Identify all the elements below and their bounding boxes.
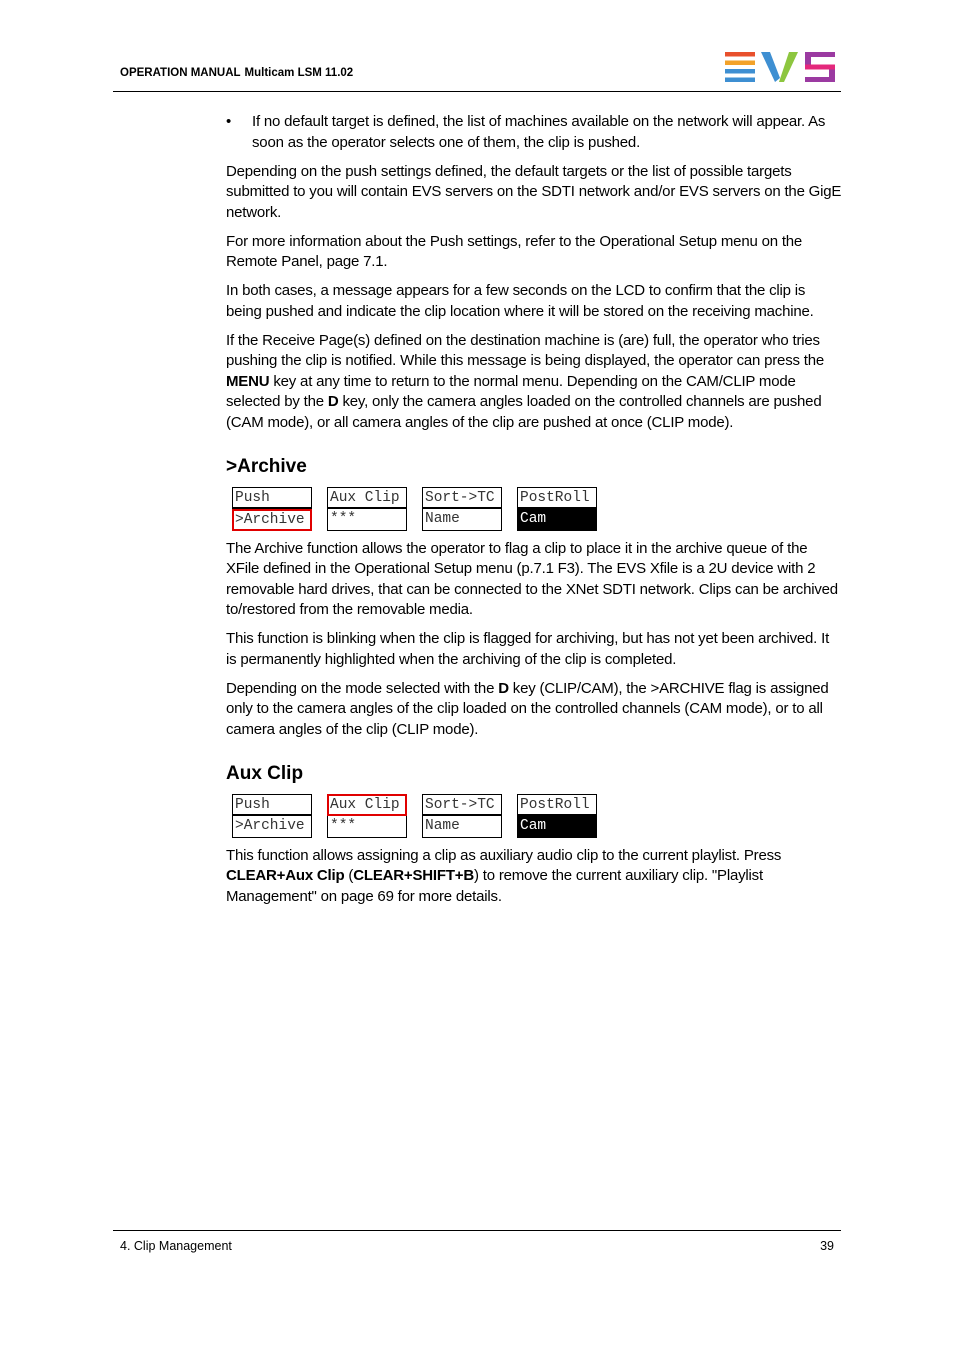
logo-s-accent <box>805 65 835 70</box>
lcd-column-4 <box>517 487 597 531</box>
lcd-stars[interactable]: *** <box>327 509 407 531</box>
lcd-push[interactable]: Push <box>232 794 312 816</box>
manual-title: OPERATION MANUAL <box>120 67 241 79</box>
paragraph-lcd-message: In both cases, a message appears for a few seconds on the LCD to confirm that the clip is being pushed and indicate the clip location where it will be stored on the receiving machine. <box>226 282 814 320</box>
lcd-archive-highlighted[interactable]: >Archive <box>232 509 312 531</box>
page-number: 39 <box>820 1239 834 1253</box>
logo-e-bar-2 <box>725 61 755 66</box>
clear-aux-clip-keys: CLEAR+Aux Clip <box>226 867 345 884</box>
logo-e-bar-4 <box>725 78 755 83</box>
bullet-text: If no default target is defined, the list of machines available on the network will appear. As soon as the operator selects one of them, the clip is pushed. <box>252 113 826 151</box>
lcd-column-1 <box>232 794 312 838</box>
logo-v-right <box>779 52 798 82</box>
aux-clip-heading: Aux Clip <box>226 763 304 784</box>
lcd-column-2 <box>327 794 407 838</box>
paragraph-archive-function: The Archive function allows the operator to flag a clip to place it in the archive queue of the XFile defined in the Operational Setup menu (p.7.1 F3). The EVS Xfile is a 2U device with 2 removable hard drives, that can be connected to the XNet SDTI network. Clips can be archived to/restored from the removable media. <box>226 539 838 618</box>
lcd-postroll[interactable]: PostRoll <box>517 487 597 509</box>
evs-logo <box>725 52 835 82</box>
manual-subtitle: Multicam LSM 11.02 <box>244 67 354 79</box>
lcd-postroll[interactable]: PostRoll <box>517 794 597 816</box>
lcd-aux-clip-highlighted[interactable]: Aux Clip <box>327 794 407 816</box>
bullet-item <box>226 112 842 153</box>
lcd-aux-clip[interactable]: Aux Clip <box>327 487 407 509</box>
paragraph-aux-clip-function: This function allows assigning a clip as auxiliary audio clip to the current playlist. Press CLEAR+Aux Clip (CLEAR+SHIFT+B) to remove the current auxiliary clip. "Playlist Management" on page 69 for more details. <box>226 846 782 905</box>
logo-v-left <box>761 52 780 82</box>
lcd-sort-tc[interactable]: Sort->TC <box>422 794 502 816</box>
page-content <box>226 112 842 916</box>
archive-lcd-menu <box>232 487 842 531</box>
paragraph-push-settings: Depending on the push settings defined, the default targets or the list of possible targets submitted to you will contain EVS servers on the SDTI network and/or EVS servers on the GigE network. <box>226 162 842 221</box>
bullet-dot: • <box>226 113 232 130</box>
clear-shift-b-keys: CLEAR+SHIFT+B <box>353 867 474 884</box>
d-key: D <box>498 679 509 697</box>
paragraph-archive-mode: Depending on the mode selected with the D key (CLIP/CAM), the >ARCHIVE flag is assigned only to the camera angles of the clip loaded on the controlled channels (CAM mode), or to all camera angles of the clip (CLIP mode). <box>226 679 829 738</box>
lcd-sort-tc[interactable]: Sort->TC <box>422 487 502 509</box>
paragraph-push-reference: For more information about the Push settings, refer to the Operational Setup menu on the Remote Panel, page 7.1. <box>226 232 803 270</box>
archive-heading: >Archive <box>226 456 307 477</box>
footer-section: 4. Clip Management <box>120 1239 232 1253</box>
logo-e-bar-3 <box>725 69 755 74</box>
page-footer <box>113 1230 841 1253</box>
paragraph-archive-blinking: This function is blinking when the clip is flagged for archiving, but has not yet been archived. It is permanently highlighted when the archiving of the clip is completed. <box>226 630 830 668</box>
lcd-column-3 <box>422 794 502 838</box>
lcd-cam[interactable]: Cam <box>517 509 597 531</box>
lcd-column-4 <box>517 794 597 838</box>
logo-e-bar-1 <box>725 52 755 57</box>
lcd-column-3 <box>422 487 502 531</box>
lcd-archive[interactable]: >Archive <box>232 816 312 838</box>
lcd-name[interactable]: Name <box>422 816 502 838</box>
d-key: D <box>327 393 339 410</box>
page-header <box>113 0 841 92</box>
paragraph-receive-page: If the Receive Page(s) defined on the destination machine is (are) full, the operator who tries pushing the clip is notified. While this message is being displayed, the operator can press the MENU key at any time to return to the normal menu. Depending on the CAM/CLIP mode selected by the D key, only the camera angles loaded on the controlled channels are pushed (CAM mode), or all camera angles of the clip are pushed at once (CLIP mode). <box>226 331 825 431</box>
menu-key: MENU <box>226 372 270 390</box>
lcd-push[interactable]: Push <box>232 487 312 509</box>
lcd-column-1 <box>232 487 312 531</box>
lcd-stars[interactable]: *** <box>327 816 407 838</box>
lcd-cam[interactable]: Cam <box>517 816 597 838</box>
header-title <box>120 67 353 79</box>
lcd-column-2 <box>327 487 407 531</box>
auxclip-lcd-menu <box>232 794 842 838</box>
lcd-name[interactable]: Name <box>422 509 502 531</box>
